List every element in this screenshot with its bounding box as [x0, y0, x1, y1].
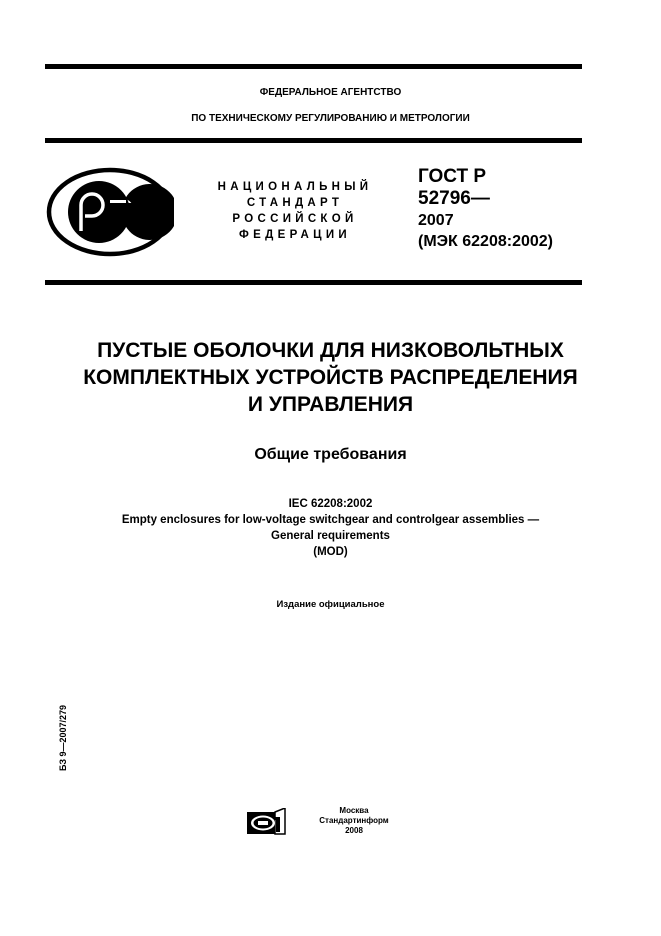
gost-designation-line-2: 52796— [418, 188, 490, 209]
title-line-2: КОМПЛЕКТНЫХ УСТРОЙСТВ РАСПРЕДЕЛЕНИЯ [83, 366, 578, 389]
gost-designation [418, 166, 553, 253]
gost-r-logo-icon [46, 167, 174, 257]
iec-line-4: (MOD) [313, 546, 348, 558]
gost-designation-line-4: (МЭК 62208:2002) [418, 233, 553, 250]
side-code: БЗ 9—2007/279 [58, 704, 68, 772]
publisher-info [318, 806, 390, 836]
gost-designation-line-3: 2007 [418, 212, 454, 229]
standartinform-logo-icon [245, 808, 287, 836]
iec-line-2: Empty enclosures for low-voltage switchgear and controlgear assemblies — [121, 514, 540, 526]
national-standard-label [200, 179, 390, 243]
publisher-city: Москва [339, 806, 369, 815]
document-subtitle: Общие требования [254, 446, 407, 463]
title-line-3: И УПРАВЛЕНИЯ [247, 393, 414, 416]
iec-line-3: General requirements [271, 530, 390, 542]
agency-line-1: ФЕДЕРАЛЬНОЕ АГЕНТСТВО [259, 87, 402, 98]
national-line-3: РОССИЙСКОЙ [232, 213, 358, 225]
agency-bottom-rule [45, 138, 582, 143]
agency-line-2: ПО ТЕХНИЧЕСКОМУ РЕГУЛИРОВАНИЮ И МЕТРОЛОГИИ [191, 113, 470, 124]
top-rule [45, 64, 582, 69]
iec-line-1: IEC 62208:2002 [288, 498, 373, 510]
standard-bottom-rule [45, 280, 582, 285]
national-line-1: НАЦИОНАЛЬНЫЙ [217, 181, 373, 193]
publisher-name: Стандартинформ [319, 816, 389, 825]
iec-reference [0, 496, 661, 560]
national-line-4: ФЕДЕРАЦИИ [239, 229, 351, 241]
title-line-1: ПУСТЫЕ ОБОЛОЧКИ ДЛЯ НИЗКОВОЛЬТНЫХ [97, 339, 564, 362]
edition-label: Издание официальное [276, 599, 385, 610]
document-title [0, 337, 661, 418]
publisher-year: 2008 [345, 826, 363, 835]
national-line-2: СТАНДАРТ [246, 197, 344, 209]
gost-designation-line-1: ГОСТ Р [418, 166, 487, 187]
